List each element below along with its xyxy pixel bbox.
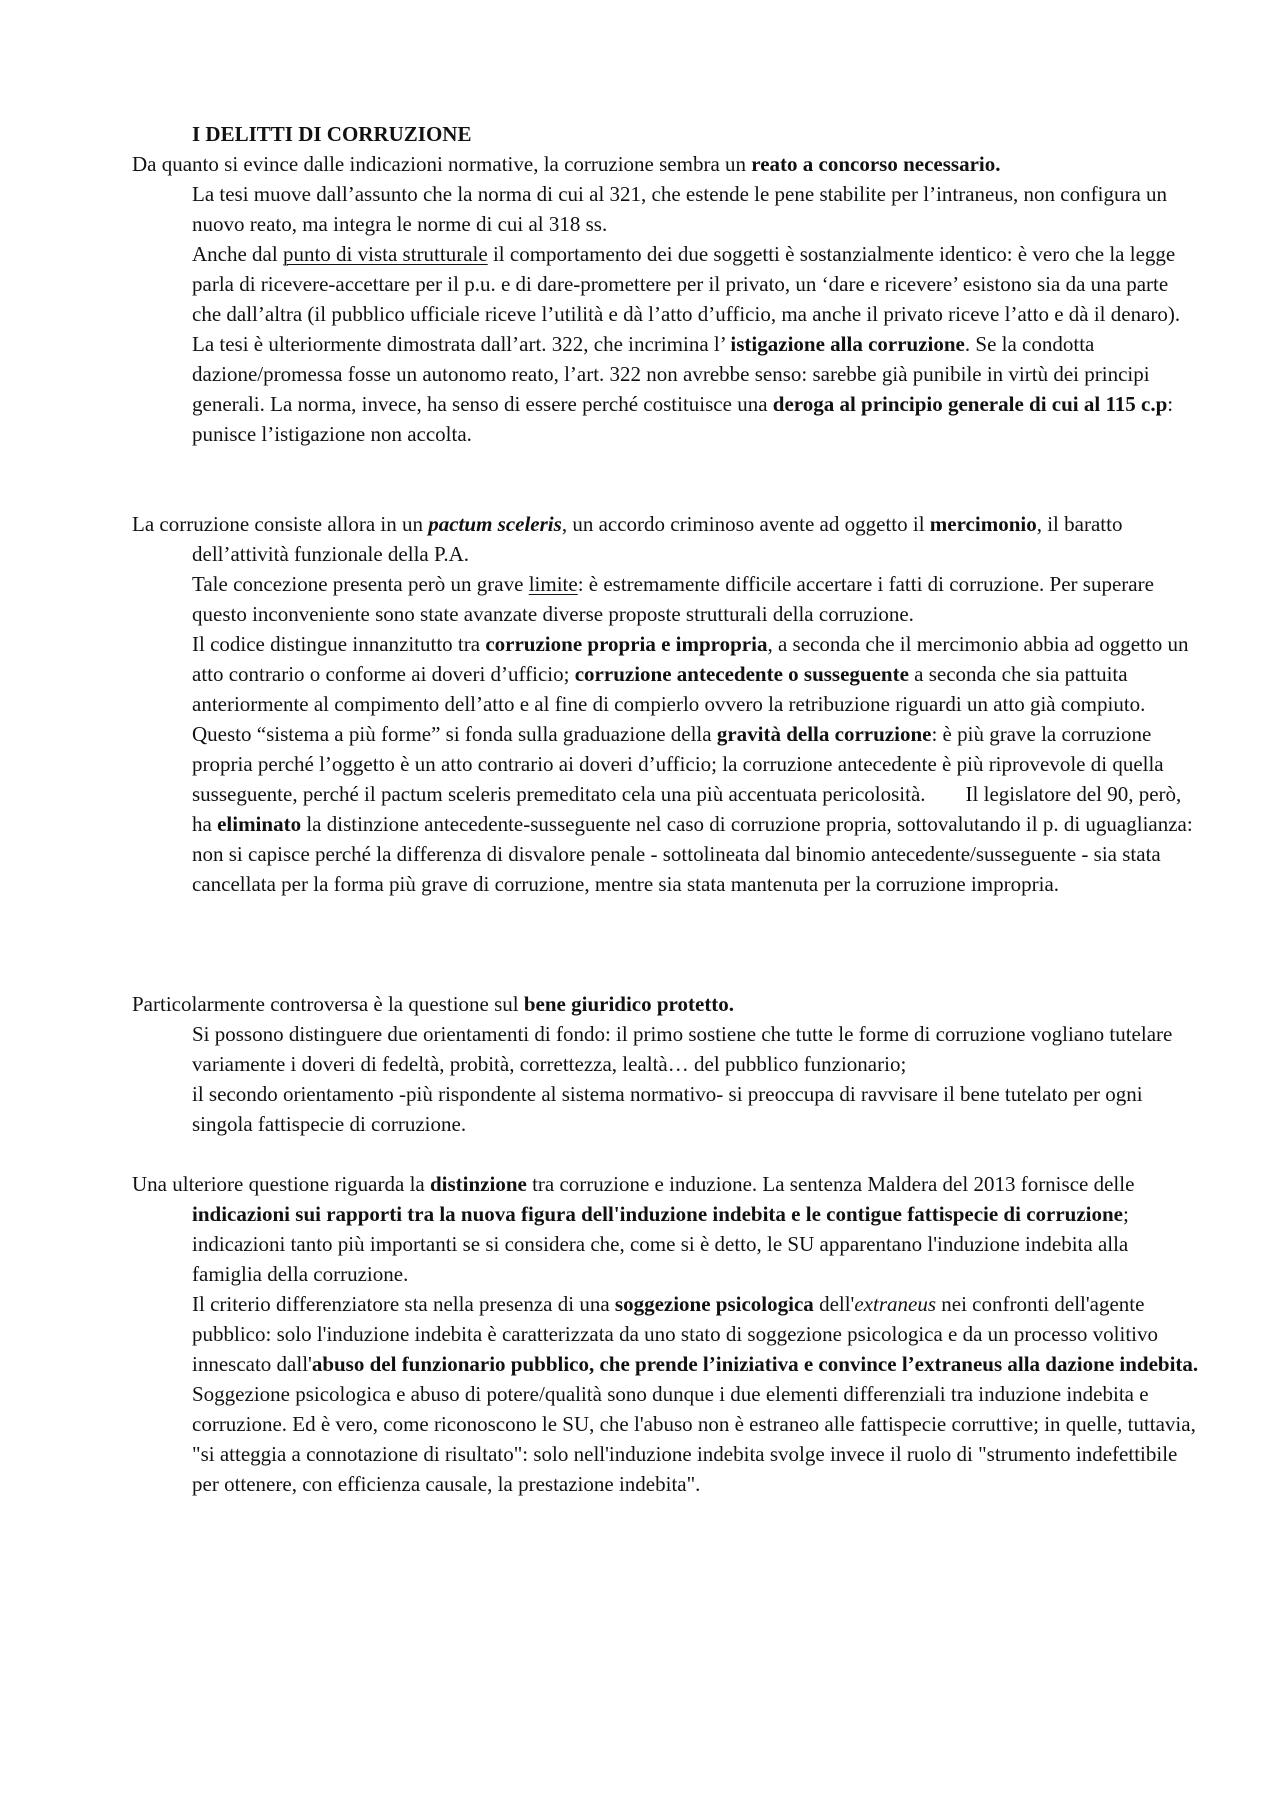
body-paragraph xyxy=(132,329,1200,449)
text-run: Il codice distingue innanzitutto tra xyxy=(192,632,486,656)
section-lead-paragraph xyxy=(132,509,1200,569)
text-run: la distinzione antecedente-susseguente nel caso di corruzione propria, sottovalutando il p. di uguaglianza: non si capisce perché la differenza di disvalore penale - sottolineata dal binomio antecedente/susseguente - sia stata cancellata per la forma più grave di corruzione, mentre sia stata mantenuta per la corruzione impropria. xyxy=(192,812,1193,896)
bold-phrase: deroga al principio generale di cui al 115 c.p xyxy=(772,392,1168,416)
body-paragraph: La tesi muove dall’assunto che la norma di cui al 321, che estende le pene stabilite per l’intraneus, non configura un nuovo reato, ma integra le norme di cui al 318 ss. xyxy=(192,182,1168,236)
bold-phrase: mercimonio xyxy=(929,512,1037,536)
text-run: Il criterio differenziatore sta nella presenza di una xyxy=(192,1292,615,1316)
text-run: nei confronti dell'agente pubblico: solo l'induzione indebita è caratterizzata da uno stato di soggezione psicologica e da un processo volitivo innescato dall' xyxy=(192,1292,1158,1376)
bold-phrase: indicazioni sui rapporti tra la nuova figura dell'induzione indebita e le contigue fattispecie di corruzione xyxy=(192,1202,1123,1226)
bold-phrase: reato a concorso necessario. xyxy=(751,152,1001,176)
bold-phrase: gravità della corruzione xyxy=(716,722,932,746)
underlined-phrase: limite xyxy=(528,572,578,596)
text-run: il comportamento dei due soggetti è sostanzialmente identico: è vero che la legge parla di ricevere-accettare per il p.u. e di dare-promettere per il privato, un ‘dare e ricevere’ esistono sia da una parte che dall’altra (il pubblico ufficiale riceve l’utilità e dà l’atto d’ufficio, ma anche il privato riceve l’atto e dà il denaro). xyxy=(192,242,1181,326)
bold-phrase: soggezione psicologica xyxy=(614,1292,814,1316)
text-run: Da quanto si evince dalle indicazioni normative, la corruzione sembra un xyxy=(132,152,752,176)
body-paragraph xyxy=(132,569,1200,629)
text-run: , un accordo criminoso avente ad oggetto il xyxy=(561,512,930,536)
bold-italic-phrase: pactum sceleris xyxy=(428,512,562,536)
text-run: Anche dal xyxy=(192,242,283,266)
bold-phrase: distinzione xyxy=(429,1172,527,1196)
text-run: : punisce l’istigazione non accolta. xyxy=(192,392,1174,446)
bold-phrase: corruzione propria e impropria xyxy=(485,632,768,656)
body-paragraph: Soggezione psicologica e abuso di potere/qualità sono dunque i due elementi differenziali tra induzione indebita e corruzione. Ed è vero, come riconoscono le SU, che l'abuso non è estraneo alle fattispecie corruttive; in quelle, tuttavia, "si atteggia a connotazione di risultato": solo nell'induzione indebita svolge invece il ruolo di "strumento indefettibile per ottenere, con efficienza causale, la prestazione indebita". xyxy=(192,1382,1196,1496)
body-paragraph: il secondo orientamento -più rispondente al sistema normativo- si preoccupa di ravvisare il bene tutelato per ogni singola fattispecie di corruzione. xyxy=(192,1082,1143,1136)
text-run: Tale concezione presenta però un grave xyxy=(192,572,529,596)
text-run: a seconda che sia pattuita anteriormente al compimento dell’atto e al fine di compierlo ovvero la retribuzione riguardi un atto già compiuto. xyxy=(192,662,1146,716)
bold-phrase: istigazione alla corruzione xyxy=(730,332,965,356)
section-corruzione-induzione xyxy=(132,1169,1200,1499)
underlined-phrase: punto di vista strutturale xyxy=(282,242,488,266)
text-run: Questo “sistema a più forme” si fonda sulla graduazione della xyxy=(192,722,717,746)
text-run: , il baratto dell’attività funzionale della P.A. xyxy=(192,512,1123,566)
italic-phrase: extraneus xyxy=(854,1292,936,1316)
text-run: Il legislatore del 90, però, ha xyxy=(192,782,1182,836)
section-pactum-sceleris xyxy=(132,509,1200,899)
section-concorso-necessario xyxy=(132,149,1200,449)
body-paragraph xyxy=(132,1289,1200,1379)
text-run: , a seconda che il mercimonio abbia ad oggetto un atto contrario o conforme ai doveri d’ufficio; xyxy=(192,632,1189,686)
body-paragraph xyxy=(132,239,1200,329)
text-run: . Se la condotta dazione/promessa fosse un autonomo reato, l’art. 322 non avrebbe senso: sarebbe già punibile in virtù dei principi generali. La norma, invece, ha senso di essere perché costituisce una xyxy=(192,332,1150,416)
bold-phrase: abuso del funzionario pubblico, che prende l’iniziativa e convince l’extraneus alla dazione indebita. xyxy=(311,1352,1199,1376)
bold-phrase: corruzione antecedente o susseguente xyxy=(574,662,909,686)
bold-phrase: eliminato xyxy=(217,812,302,836)
document-title: I DELITTI DI CORRUZIONE xyxy=(192,122,472,146)
text-run: Una ulteriore questione riguarda la xyxy=(132,1172,430,1196)
section-lead-paragraph xyxy=(132,149,1200,179)
body-paragraph: Si possono distinguere due orientamenti di fondo: il primo sostiene che tutte le forme di corruzione vogliano tutelare variamente i doveri di fedeltà, probità, correttezza, lealtà… del pubblico funzionario; xyxy=(192,1022,1173,1076)
section-lead-paragraph xyxy=(132,1169,1200,1289)
text-run: La corruzione consiste allora in un xyxy=(132,512,429,536)
section-bene-giuridico xyxy=(132,989,1200,1139)
bold-phrase: bene giuridico protetto. xyxy=(523,992,735,1016)
text-run: La tesi è ulteriormente dimostrata dall’art. 322, che incrimina l’ xyxy=(192,332,731,356)
text-run: Particolarmente controversa è la questione sul xyxy=(132,992,524,1016)
body-paragraph xyxy=(132,629,1200,899)
text-run: dell' xyxy=(813,1292,855,1316)
text-run: ; indicazioni tanto più importanti se si considera che, come si è detto, le SU apparentano l'induzione indebita alla famiglia della corruzione. xyxy=(192,1202,1129,1286)
text-run: : è più grave la corruzione propria perché l’oggetto è un atto contrario ai doveri d’ufficio; la corruzione antecedente è più riprovevole di quella susseguente, perché il pactum sceleris premeditato cela una più accentuata pericolosità. xyxy=(192,722,1164,806)
section-lead-paragraph xyxy=(132,989,1200,1019)
text-run: : è estremamente difficile accertare i fatti di corruzione. Per superare questo inconveniente sono state avanzate diverse proposte strutturali della corruzione. xyxy=(192,572,1154,626)
text-run: tra corruzione e induzione. La sentenza Maldera del 2013 fornisce delle xyxy=(526,1172,1135,1196)
